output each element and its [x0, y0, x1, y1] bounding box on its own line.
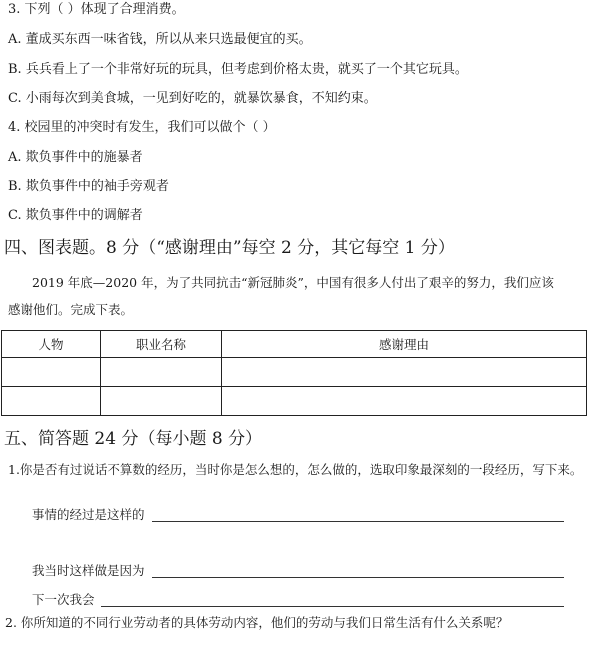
- table-row: [2, 358, 587, 387]
- question-4-option-c: C. 欺负事件中的调解者: [8, 208, 143, 223]
- table-cell-person[interactable]: [2, 387, 101, 416]
- table-cell-reason[interactable]: [222, 387, 587, 416]
- answer-line-next-time[interactable]: [101, 606, 564, 607]
- table-cell-occupation[interactable]: [101, 358, 222, 387]
- fill-label-what-happened: 事情的经过是这样的: [32, 507, 145, 522]
- section-4-intro-line-2: 感谢他们。完成下表。: [8, 302, 134, 317]
- section-4-intro: [8, 269, 583, 323]
- section-5-question-2: 2. 你所知道的不同行业劳动者的具体劳动内容，他们的劳动与我们日常生活有什么关系呢？: [5, 615, 509, 630]
- question-3-option-a: A. 董成买东西一味省钱，所以从来只选最便宜的买。: [8, 32, 312, 47]
- table-row: [2, 387, 587, 416]
- table-header-occupation: 职业名称: [101, 331, 222, 358]
- table-header-person: 人物: [2, 331, 101, 358]
- section-5-heading: 五、简答题 24 分（每小题 8 分）: [4, 429, 263, 449]
- section-4-heading: 四、图表题。8 分（“感谢理由”每空 2 分，其它每空 1 分）: [4, 238, 455, 258]
- answer-line-what-happened[interactable]: [152, 521, 564, 522]
- table-cell-occupation[interactable]: [101, 387, 222, 416]
- fill-label-next-time: 下一次我会: [32, 592, 95, 607]
- section-5-question-1: 1.你是否有过说话不算数的经历，当时你是怎么想的，怎么做的，选取印象最深刻的一段经历，写下来。: [8, 462, 583, 477]
- table-header-row: [2, 331, 587, 358]
- question-4-stem: 4. 校园里的冲突时有发生，我们可以做个（ ）: [8, 120, 276, 135]
- answer-line-reason[interactable]: [152, 577, 564, 578]
- question-4-option-b: B. 欺负事件中的袖手旁观者: [8, 179, 169, 194]
- section-4-intro-line-1: 2019 年底—2020 年，为了共同抗击“新冠肺炎”，中国有很多人付出了艰辛的努力，我们应该: [32, 275, 554, 290]
- table-cell-reason[interactable]: [222, 358, 587, 387]
- thanks-table: [1, 330, 587, 416]
- question-3-stem: 3. 下列（ ）体现了合理消费。: [8, 2, 185, 17]
- question-3-option-c: C. 小雨每次到美食城，一见到好吃的，就暴饮暴食，不知约束。: [8, 91, 377, 106]
- fill-label-reason: 我当时这样做是因为: [32, 563, 145, 578]
- table-header-reason: 感谢理由: [222, 331, 587, 358]
- table-cell-person[interactable]: [2, 358, 101, 387]
- question-4-option-a: A. 欺负事件中的施暴者: [8, 150, 143, 165]
- question-3-option-b: B. 兵兵看上了一个非常好玩的玩具，但考虑到价格太贵，就买了一个其它玩具。: [8, 62, 468, 77]
